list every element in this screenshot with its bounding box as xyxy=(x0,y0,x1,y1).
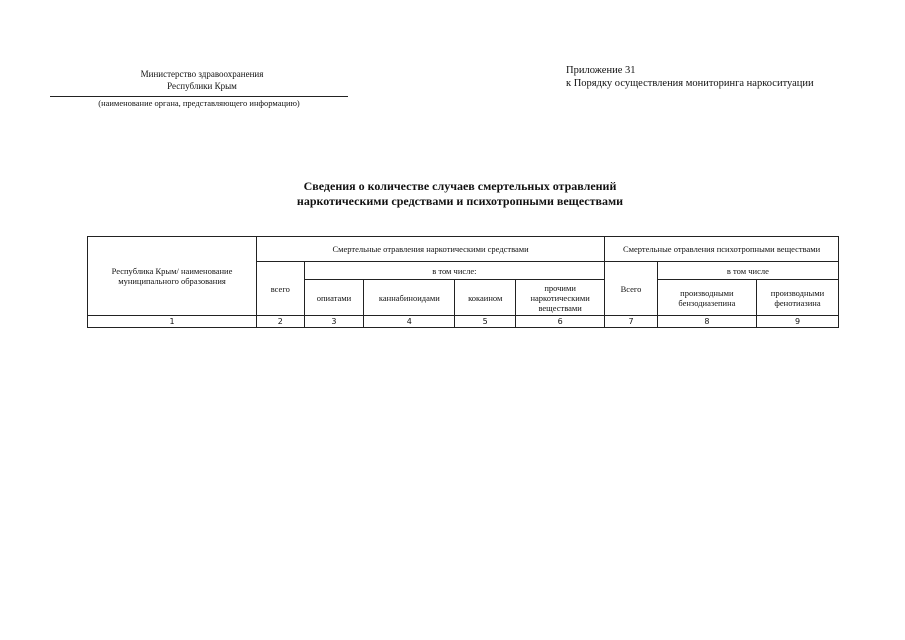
region-header: Республика Крым/ наименование муниципального образования xyxy=(88,237,257,316)
appendix-note xyxy=(566,64,814,90)
benzodiazepine-header: производными бензодиазепина xyxy=(657,280,756,316)
appendix-line2: к Порядку осуществления мониторинга наркоситуации xyxy=(566,78,814,89)
other-narcotics-header: прочими наркотическими веществами xyxy=(516,280,605,316)
narcotic-including-header: в том числе: xyxy=(304,262,605,280)
column-number: 6 xyxy=(516,316,605,328)
narcotic-header: Смертельные отравления наркотическими средствами xyxy=(257,237,605,262)
report-table xyxy=(87,236,839,328)
document-title xyxy=(150,179,770,209)
psycho-header: Смертельные отравления психотропными веществами xyxy=(605,237,839,262)
appendix-line1: Приложение 31 xyxy=(566,65,636,76)
opiates-header: опиатами xyxy=(304,280,364,316)
column-number: 8 xyxy=(657,316,756,328)
column-number: 3 xyxy=(304,316,364,328)
psycho-including-header: в том числе xyxy=(657,262,838,280)
org-name-line2: Республики Крым xyxy=(167,81,237,91)
title-line1: Сведения о количестве случаев смертельных отравлений xyxy=(303,179,617,193)
column-number: 5 xyxy=(455,316,516,328)
org-name-line1: Министерство здравоохранения xyxy=(140,69,264,79)
column-number: 4 xyxy=(364,316,455,328)
column-number: 2 xyxy=(257,316,305,328)
narcotic-total-header: всего xyxy=(257,262,305,316)
column-number: 7 xyxy=(605,316,658,328)
cannabinoids-header: каннабиноидами xyxy=(364,280,455,316)
title-line2: наркотическими средствами и психотропными веществами xyxy=(296,194,624,208)
phenothiazine-header: производными фенотиазина xyxy=(756,280,838,316)
column-number: 1 xyxy=(88,316,257,328)
psycho-total-header: Всего xyxy=(605,262,658,316)
org-underline xyxy=(50,96,348,97)
org-caption: (наименование органа, представляющего информацию) xyxy=(98,98,300,108)
column-number: 9 xyxy=(756,316,838,328)
org-name xyxy=(56,68,348,92)
cocaine-header: кокаином xyxy=(455,280,516,316)
